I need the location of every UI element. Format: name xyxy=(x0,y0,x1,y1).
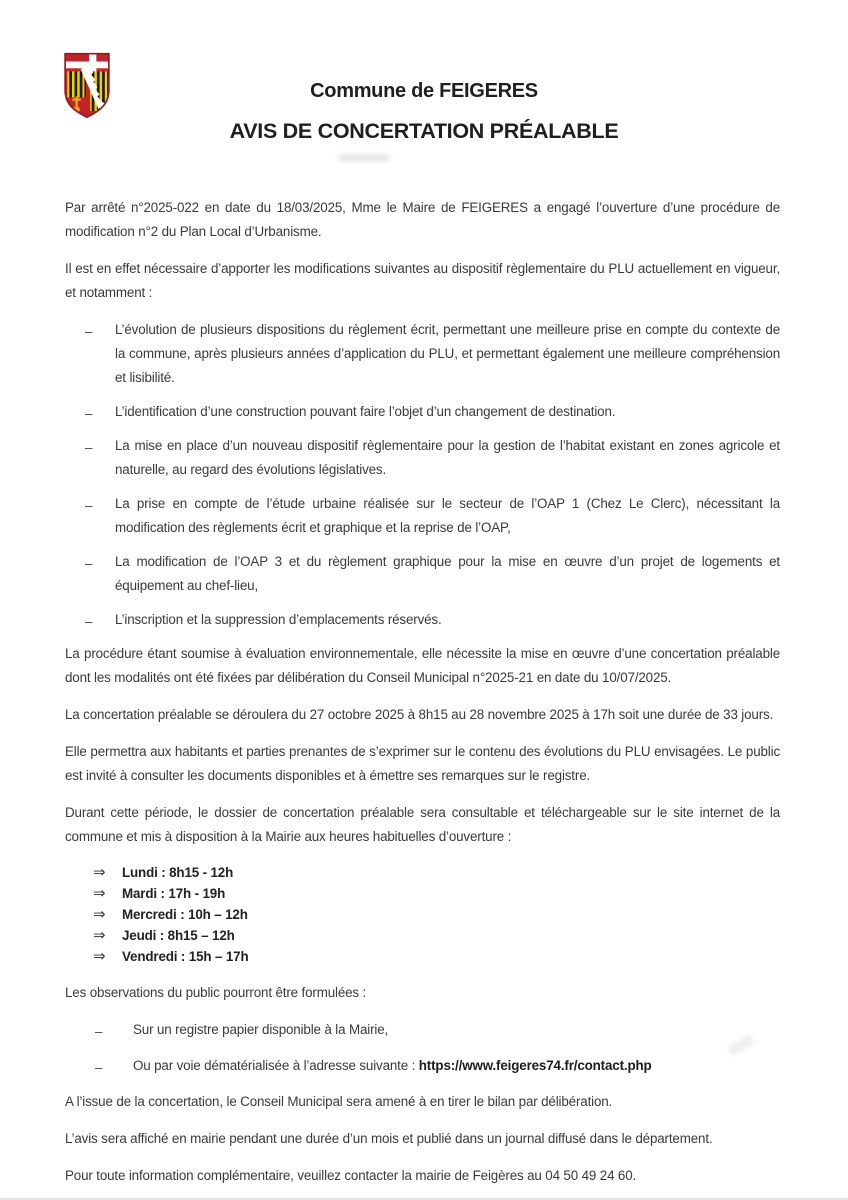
dash-bullet-icon: – xyxy=(85,324,93,339)
modification-text: La prise en compte de l’étude urbaine réalisée sur le secteur de l’OAP 1 (Chez Le Clerc), nécessitant la modification des règlements écrit et graphique et la reprise de l’OAP, xyxy=(115,496,780,535)
paragraph-durant: Durant cette période, le dossier de concertation préalable sera consultable et téléchargeable sur le site internet de la commune et mis à disposition à la Mairie aux heures habituelles d’ouverture : xyxy=(65,805,780,844)
paragraph-arrete: Par arrêté n°2025-022 en date du 18/03/2025, Mme le Maire de FEIGERES a engagé l’ouverture d’une procédure de modification n°2 du Plan Local d’Urbanisme. xyxy=(65,200,780,239)
arrow-bullet-icon: ⇒ xyxy=(93,948,106,965)
modification-item xyxy=(65,492,780,540)
modification-item xyxy=(65,550,780,598)
opening-hours-list xyxy=(93,862,780,967)
opening-hours-text: Mercredi : 10h – 12h xyxy=(122,907,248,922)
paragraph-issue: A l’issue de la concertation, le Conseil Municipal sera amené à en tirer le bilan par délibération. xyxy=(65,1094,613,1109)
opening-hours-text: Vendredi : 15h – 17h xyxy=(122,949,249,964)
opening-hours-item xyxy=(93,925,780,946)
opening-hours-text: Jeudi : 8h15 – 12h xyxy=(122,928,235,943)
observation-text: Sur un registre papier disponible à la Mairie, xyxy=(133,1022,389,1037)
modification-text: L’inscription et la suppression d’emplacements réservés. xyxy=(115,612,442,627)
modification-item xyxy=(65,434,780,482)
opening-hours-text: Mardi : 17h - 19h xyxy=(122,886,226,901)
scan-smudge xyxy=(338,154,390,161)
paragraph-observations: Les observations du public pourront être formulées : xyxy=(65,985,367,1000)
page-title-avis: AVIS DE CONCERTATION PRÉALABLE xyxy=(229,119,619,143)
arrow-bullet-icon: ⇒ xyxy=(93,864,106,881)
dash-bullet-icon: – xyxy=(85,498,93,513)
dash-bullet-icon: – xyxy=(85,556,93,571)
opening-hours-item xyxy=(93,946,780,967)
modifications-list xyxy=(65,318,780,632)
paragraph-affiche: L’avis sera affiché en mairie pendant une durée d’un mois et publié dans un journal diffusé dans le département. xyxy=(65,1131,713,1146)
opening-hours-item xyxy=(93,883,780,904)
notice-body xyxy=(65,196,780,1200)
modification-text: La mise en place d’un nouveau dispositif règlementaire pour la gestion de l’habitat existant en zones agricole et naturelle, au regard des évolutions législatives. xyxy=(115,438,780,477)
modification-text: L’évolution de plusieurs dispositions du règlement écrit, permettant une meilleure prise en compte du contexte de la commune, après plusieurs années d’application du PLU, et permettant également une meilleure compréhension et lisibilité. xyxy=(115,322,780,385)
arrow-bullet-icon: ⇒ xyxy=(93,885,106,902)
paragraph-duree: La concertation préalable se déroulera du 27 octobre 2025 à 8h15 au 28 novembre 2025 à 17h soit une durée de 33 jours. xyxy=(65,707,774,722)
arrow-bullet-icon: ⇒ xyxy=(93,927,106,944)
opening-hours-item xyxy=(93,862,780,883)
paragraph-necessaire: Il est en effet nécessaire d’apporter les modifications suivantes au dispositif règlementaire du PLU actuellement en vigueur, et notamment : xyxy=(65,261,780,300)
observation-voie-text: Ou par voie dématérialisée à l’adresse suivante : xyxy=(133,1058,419,1073)
modification-item xyxy=(65,608,780,632)
dash-bullet-icon: – xyxy=(95,1024,103,1039)
observation-item xyxy=(65,1054,780,1078)
observations-list xyxy=(65,1018,780,1078)
modification-item xyxy=(65,400,780,424)
modification-text: L’identification d’une construction pouvant faire l’objet d’un changement de destination. xyxy=(115,404,616,419)
observation-text xyxy=(133,1054,780,1078)
contact-url: https://www.feigeres74.fr/contact.php xyxy=(418,1058,652,1073)
dash-bullet-icon: – xyxy=(85,614,93,629)
dash-bullet-icon: – xyxy=(85,406,93,421)
modification-item xyxy=(65,318,780,390)
observation-item xyxy=(65,1018,780,1042)
modification-text: La modification de l’OAP 3 et du règlement graphique pour la mise en œuvre d’un projet de logements et équipement au chef-lieu, xyxy=(115,554,780,593)
paragraph-permettra: Elle permettra aux habitants et parties prenantes de s’exprimer sur le contenu des évolutions du PLU envisagées. Le public est invité à consulter les documents disponibles et à émettre ses remarques sur le registre. xyxy=(65,744,780,783)
page-title-commune: Commune de FEIGERES xyxy=(310,80,538,102)
paragraph-info: Pour toute information complémentaire, veuillez contacter la mairie de Feigères au 04 50 49 24 60. xyxy=(65,1168,637,1183)
opening-hours-item xyxy=(93,904,780,925)
dash-bullet-icon: – xyxy=(85,440,93,455)
arrow-bullet-icon: ⇒ xyxy=(93,906,106,923)
paragraph-procedure: La procédure étant soumise à évaluation environnementale, elle nécessite la mise en œuvre d’une concertation préalable dont les modalités ont été fixées par délibération du Conseil Municipal n°2025-21 en date du 10/07/2025. xyxy=(65,646,780,685)
opening-hours-text: Lundi : 8h15 - 12h xyxy=(122,865,234,880)
dash-bullet-icon: – xyxy=(95,1060,103,1075)
